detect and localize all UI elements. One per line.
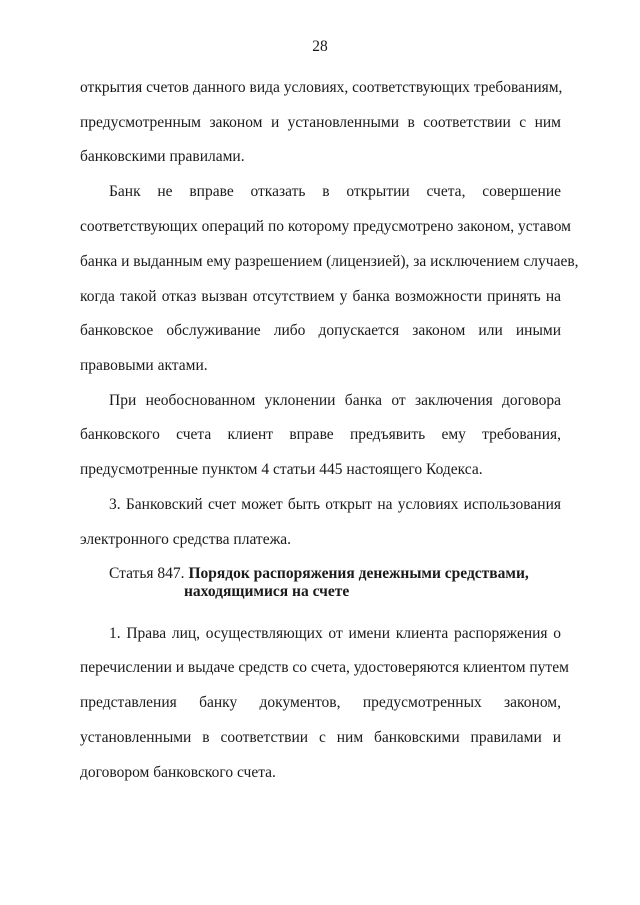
text-line: Банк не вправе отказать в открытии счета, совершение (109, 183, 561, 200)
text-line: предусмотренным законом и установленными в соответствии с ним (80, 114, 561, 131)
text-line: банковское обслуживание либо допускается законом или иными (80, 322, 561, 339)
text-line: договором банковского счета. (80, 764, 276, 781)
article-heading (109, 565, 561, 583)
page-number: 28 (312, 38, 328, 55)
text-line: банковскими правилами. (80, 148, 245, 165)
text-line: банка и выданным ему разрешением (лицензией), за исключением случаев, (80, 253, 579, 270)
article-title-continued: находящимися на счете (184, 583, 350, 600)
text-line: представления банку документов, предусмотренных законом, (80, 694, 561, 711)
article-title: Порядок распоряжения денежными средствами, (188, 565, 529, 582)
article-number: Статья 847. (109, 565, 185, 582)
text-line: правовыми актами. (80, 357, 208, 374)
text-line: 1. Права лиц, осуществляющих от имени клиента распоряжения о (109, 625, 561, 642)
text-line: установленными в соответствии с ним банковскими правилами и (80, 729, 561, 746)
text-line: При необоснованном уклонении банка от заключения договора (109, 392, 561, 409)
text-line: когда такой отказ вызван отсутствием у банка возможности принять на (80, 288, 561, 305)
text-line: электронного средства платежа. (80, 531, 292, 548)
text-line: 3. Банковский счет может быть открыт на условиях использования (109, 496, 561, 513)
text-line: открытия счетов данного вида условиях, соответствующих требованиям, (80, 79, 563, 96)
text-line: банковского счета клиент вправе предъявить ему требования, (80, 426, 561, 443)
text-line: соответствующих операций по которому предусмотрено законом, уставом (80, 218, 571, 235)
text-line: перечислении и выдаче средств со счета, удостоверяются клиентом путем (80, 659, 569, 676)
text-line: предусмотренные пунктом 4 статьи 445 настоящего Кодекса. (80, 461, 483, 478)
